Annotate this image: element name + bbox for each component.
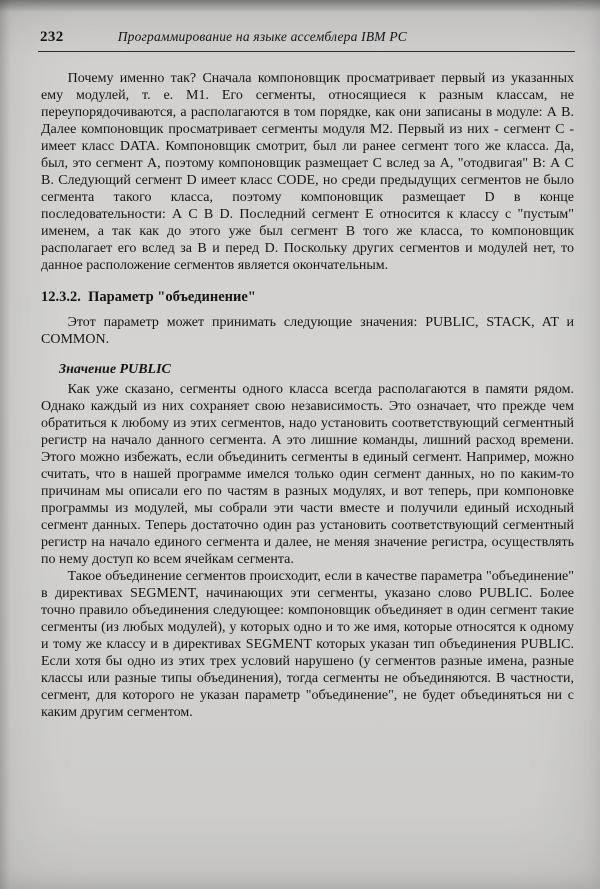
- running-title: Программирование на языке ассемблера IBM PC: [117, 29, 407, 44]
- page-number: 232: [40, 29, 64, 45]
- header-rule: [38, 51, 575, 52]
- paragraph-union-rules: Такое объединение сегментов происходит, если в качестве параметра "объединение" в директивах SEGMENT, начинающих эти сегменты, указано слово PUBLIC. Более точно правило объединения следующее: компоновщик объединяет в один сегмент такие сегменты (из любых модулей), у которых одно и то же имя, которые относятся к одному и тому же классу и в директивах SEGMENT которых указан тип объединения PUBLIC. Если хотя бы одно из этих трех условий нарушено (у сегментов разные имена, разные классы или разные типы объединения), тогда сегменты не объединяются. В частности, сегмент, для которого не указан параметр "объединение", не будет объединяться ни с каким другим сегментом.: [41, 569, 574, 720]
- page-body: [41, 70, 574, 721]
- paragraph-segment-ordering: Почему именно так? Сначала компоновщик просматривает первый из указанных ему модулей, т. е. М1. Его сегменты, относящиеся к разным классам, не переупорядочиваются, а располагаются в том порядке, как они записаны в модуле: А В. Далее компоновщик просматривает сегменты модуля М2. Первый из них - сегмент С - имеет класс DATA. Компоновщик смотрит, был ли ранее сегмент того же класса. Да, был, это сегмент А, поэтому компоновщик размещает С вслед за А, "отодвигая" В: А С В. Следующий сегмент D имеет класс CODE, но среди предыдущих сегментов не было сегмента такого класса, поэтому компоновщик размещает D в конце последовательности: А С В D. Последний сегмент Е относится к классу с "пустым" именем, а так как до этого уже был сегмент В того же класса, то компоновщик располагает его вслед за В и перед D. Поскольку других сегментов и модулей нет, то данное расположение сегментов является окончательным.: [41, 71, 574, 273]
- subsection-heading-public-value: Значение PUBLIC: [59, 362, 171, 377]
- section-heading-12-3-2: 12.3.2. Параметр "объединение": [41, 289, 256, 305]
- paragraph-public-explanation: Как уже сказано, сегменты одного класса всегда располагаются в памяти рядом. Однако каждый из них сохраняет свою независимость. Это означает, что прежде чем обратиться к любому из этих сегментов, надо установить соответствующий сегментный регистр на начало данного сегмента. А это лишние команды, лишний расход времени. Этого можно избежать, если объединить сегменты в единый сегмент. Например, можно считать, что в нашей программе имелся только один сегмент данных, но по каким-то причинам мы описали его по частям в разных модулях, и вот теперь, при компоновке программы из модулей, мы собрали эти части вместе и получили единый исходный сегмент данных. Теперь достаточно один раз установить соответствующий сегментный регистр на начало единого сегмента и далее, не меняя значение регистра, осуществлять по нему доступ ко всем ячейкам сегмента.: [41, 382, 574, 567]
- paragraph-parameter-values: Этот параметр может принимать следующие значения: PUBLIC, STACK, AT и COMMON.: [41, 315, 574, 347]
- running-header: [40, 29, 574, 46]
